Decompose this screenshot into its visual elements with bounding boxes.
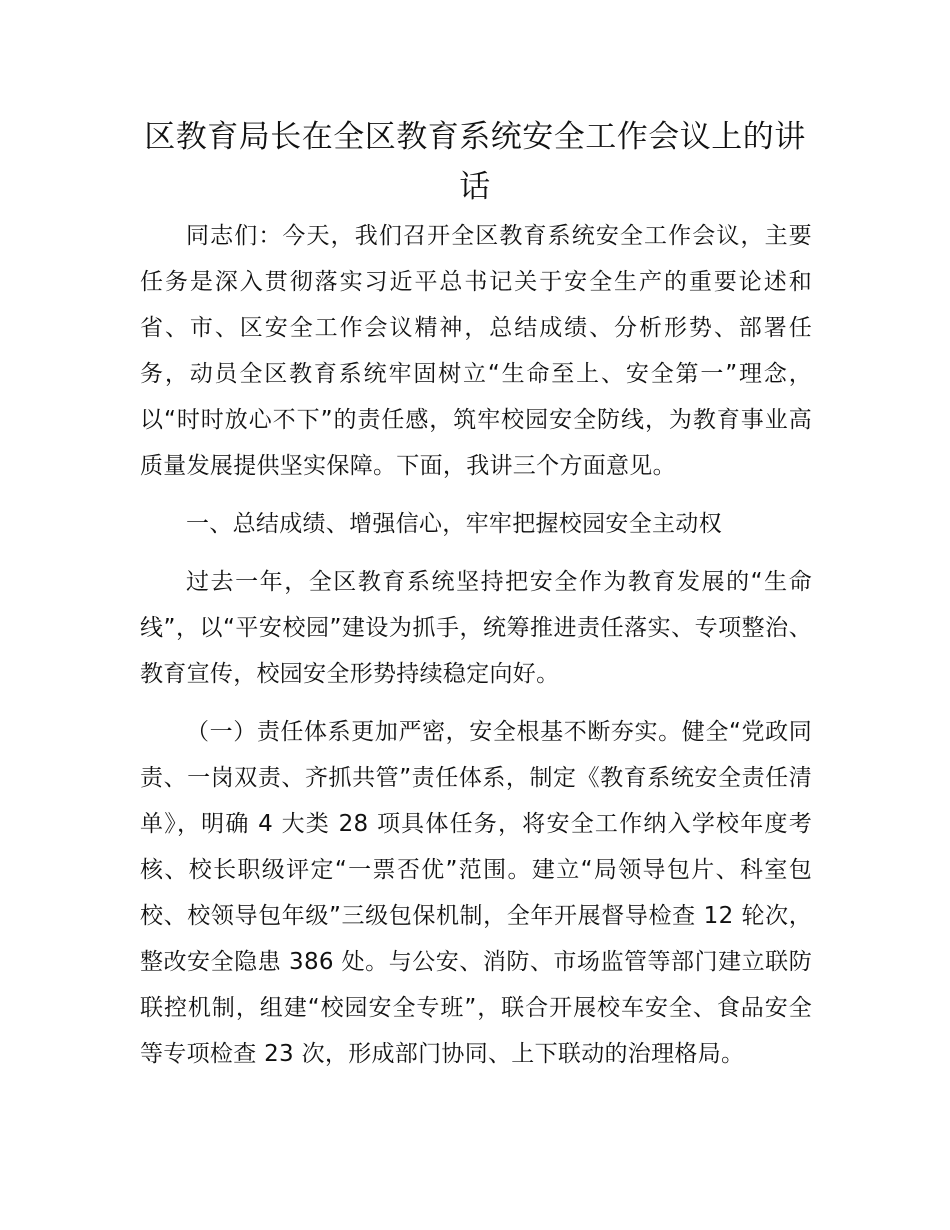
paragraph-review: 过去一年，全区教育系统坚持把安全作为教育发展的“生命线”，以“平安校园”建设为抓手，统筹推进责任落实、专项整治、教育宣传，校园安全形势持续稳定向好。: [140, 569, 812, 687]
section-heading-one: 一、总结成绩、增强信心，牢牢把握校园安全主动权: [186, 511, 722, 537]
paragraph-responsibility: （一）责任体系更加严密，安全根基不断夯实。健全“党政同责、一岗双责、齐抓共管”责任体系，制定《教育系统安全责任清单》，明确 4 大类 28 项具体任务，将安全工作纳入学校年度考核、校长职级评定“一票否优”范围。建立“局领导包片、科室包校、校领导包年级”三级包保机制，全年开展督导检查 12 轮次，整改安全隐患 386 处。与公安、消防、市场监管等部门建立联防联控机制，组建“校园安全专班”，联合开展校车安全、食品安全等专项检查 23 次，形成部门协同、上下联动的治理格局。: [140, 719, 812, 1067]
document-title: 区教育局长在全区教育系统安全工作会议上的讲话: [144, 119, 806, 205]
paragraph-opening: 同志们：今天，我们召开全区教育系统安全工作会议，主要任务是深入贯彻落实习近平总书记关于安全生产的重要论述和省、市、区安全工作会议精神，总结成绩、分析形势、部署任务，动员全区教育系统牢固树立“生命至上、安全第一”理念，以“时时放心不下”的责任感，筑牢校园安全防线，为教育事业高质量发展提供坚实保障。下面，我讲三个方面意见。: [140, 223, 812, 479]
document-body: [140, 213, 812, 1077]
